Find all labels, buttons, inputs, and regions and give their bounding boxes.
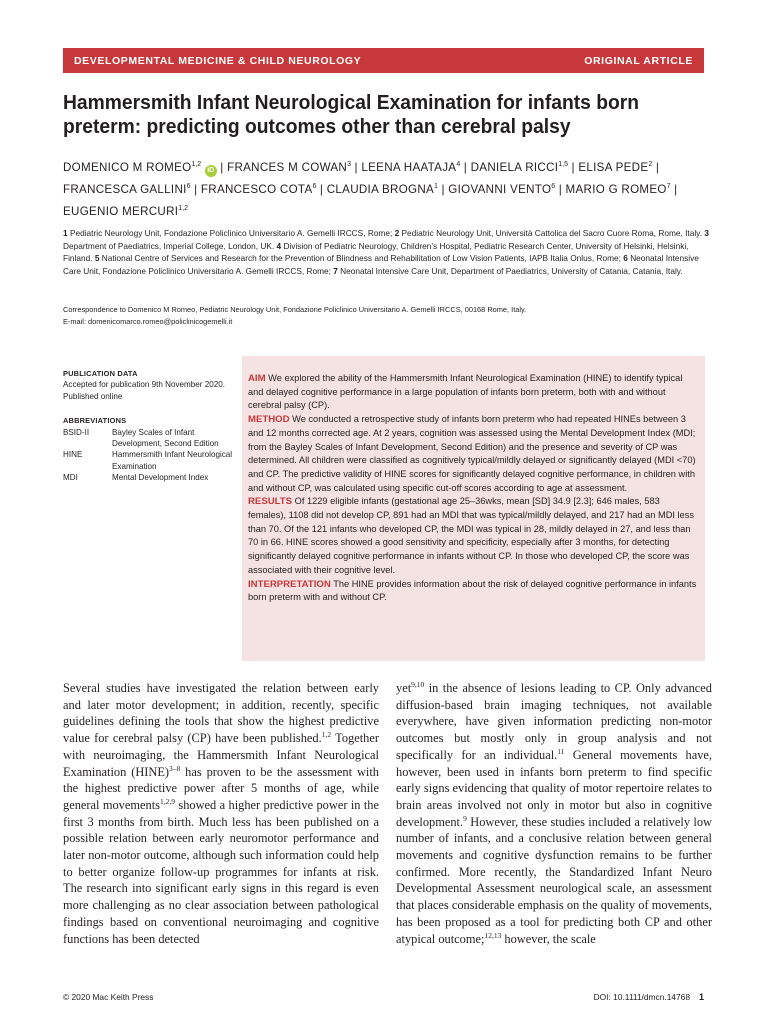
copyright: © 2020 Mac Keith Press xyxy=(63,992,154,1002)
abbreviation-row xyxy=(63,427,235,450)
body-text: has proven to be the assessment with the highest predictive power after 5 months of age, while general movements xyxy=(63,764,379,812)
abbreviation-term: HINE xyxy=(63,450,83,460)
correspondence-address: Correspondence to Domenico M Romeo, Pediatric Neurology Unit, Fondazione Policlinico Universitario A. Gemelli IRCCS, 00168 Rome, Italy. xyxy=(63,305,527,314)
author-name: FRANCESCA GALLINI xyxy=(63,182,187,196)
affiliation-number: 5 xyxy=(94,253,100,264)
body-paragraph-left xyxy=(63,680,379,947)
abbreviation-row xyxy=(63,449,235,472)
journal-banner xyxy=(63,48,704,73)
abbreviations-heading: ABBREVIATIONS xyxy=(63,416,127,426)
correspondence xyxy=(63,304,713,328)
affiliation-text: Pediatric Neurology Unit, Università Cattolica del Sacro Cuore Roma, Rome, Italy. xyxy=(401,228,703,238)
affiliation-text: Department of Paediatrics, Imperial College, London, UK. xyxy=(63,240,275,251)
abbreviation-definition: Hammersmith Infant Neurological Examination xyxy=(112,450,233,471)
abbreviation-row xyxy=(63,472,235,483)
affiliation-text: National Centre of Services and Research for the Prevention of Blindness and Rehabilitation of Low Vision Patients, IAPB Italia Onlus, Rome; xyxy=(101,253,621,264)
page-footer xyxy=(63,992,704,1002)
author-name: MARIO G ROMEO xyxy=(565,182,667,196)
abstract-method-label: METHOD xyxy=(248,414,290,426)
author-name: DOMENICO M ROMEO xyxy=(63,160,192,174)
author-name: DANIELA RICCI xyxy=(470,160,559,174)
article-info-sidebar xyxy=(63,368,235,484)
body-text: however, the scale xyxy=(501,931,596,946)
body-column-right xyxy=(396,680,712,947)
correspondence-email[interactable]: E-mail: domenicomarco.romeo@policlinicogemelli.it xyxy=(63,317,233,326)
publication-data-heading: PUBLICATION DATA xyxy=(63,369,138,378)
author-affiliation-number: 1,2 xyxy=(191,161,202,168)
article-title: Hammersmith Infant Neurological Examination for infants born preterm: predicting outcomes other than cerebral palsy xyxy=(63,91,640,138)
abstract-interpretation: The HINE provides information about the risk of delayed cognitive performance in infants born preterm with and without CP. xyxy=(248,578,697,603)
footer-right xyxy=(594,992,704,1002)
author-affiliation-number: 7 xyxy=(666,182,671,190)
author-name: ELISA PEDE xyxy=(578,160,649,174)
abbreviations-list xyxy=(63,427,235,484)
abstract-box xyxy=(242,356,705,661)
author-affiliation-number: 6 xyxy=(551,182,556,190)
author-name: LEENA HAATAJA xyxy=(361,160,457,174)
citation-ref[interactable]: 1,2,9 xyxy=(159,796,175,806)
author-name: EUGENIO MERCURI xyxy=(63,204,179,218)
abbreviation-term: BSID-II xyxy=(63,427,90,437)
citation-ref[interactable]: 12,13 xyxy=(484,930,502,940)
author-affiliation-number: 6 xyxy=(186,182,191,190)
author-affiliation-number: 1,2 xyxy=(178,204,189,212)
doi-link[interactable]: DOI: 10.1111/dmcn.14768 xyxy=(593,992,690,1002)
abstract-method: We conducted a retrospective study of infants born preterm who had repeated HINEs between 3 and 12 months corrected age. At 2 years, cognition was assessed using the Mental Development Index (MDI; from the Bayley Scales of Infant Development, Second Edition) and the presence and severity of CP was determined. All children were classified as cognitively typical/mildly delayed or significantly delayed (MDI <70) and CP. The predictive validity of HINE scores for significantly delayed cognitive performance, in children with and without CP, was calculated using specific cut-off scores according to age at assessment. xyxy=(248,414,696,493)
author-name: FRANCESCO COTA xyxy=(200,182,313,196)
published-online: Published online xyxy=(63,391,123,401)
abstract-aim-label: AIM xyxy=(248,373,266,384)
body-paragraph-right xyxy=(396,680,712,947)
abbreviation-definition: Bayley Scales of Infant Development, Second Edition xyxy=(112,427,219,449)
abstract-aim: We explored the ability of the Hammersmith Infant Neurological Examination (HINE) to identify typical and delayed cognitive performance in a large population of infants born preterm, both with and without cerebral palsy (CP). xyxy=(248,373,683,411)
affiliation-number: 2 xyxy=(394,228,400,238)
citation-ref[interactable]: 3–8 xyxy=(169,763,181,773)
page-number: 1 xyxy=(698,992,704,1002)
abstract-results-label: RESULTS xyxy=(248,496,293,508)
affiliation-text: Neonatal Intensive Care Unit, Fondazione Policlinico Universitario A. Gemelli IRCCS, Rome; xyxy=(63,253,699,276)
affiliation-number: 6 xyxy=(623,253,628,264)
affiliation-number: 3 xyxy=(704,228,709,238)
body-text: in the absence of lesions leading to CP. Only advanced diffusion-based brain imaging techniques, not available everywhere, have given information predicting non-motor outcomes but mostly only in group analysis and not specifically for an individual. xyxy=(396,681,712,762)
affiliation-number: 4 xyxy=(276,240,282,251)
author-name: GIOVANNI VENTO xyxy=(448,182,552,196)
author-affiliation-number: 6 xyxy=(312,182,317,190)
orcid-icon[interactable]: iD xyxy=(205,165,217,177)
author-name: FRANCES M COWAN xyxy=(227,160,348,174)
author-affiliation-number: 4 xyxy=(456,161,461,168)
accepted-date: Accepted for publication 9th November 2020. xyxy=(63,380,225,390)
body-text: However, these studies included a relatively low number of infants, and a conclusive relation between general movements and cognitive dysfunction remains to be further confirmed. More recently, the Standardized Infant Neuro Developmental Assessment neurological scale, an assessment that places considerable emphasis on the quality of movements, has been proposed as a tool for predicting both CP and other atypical outcome; xyxy=(396,814,712,946)
abbreviation-definition: Mental Development Index xyxy=(112,473,209,483)
abstract-interpretation-label: INTERPRETATION xyxy=(248,578,331,590)
affiliation-number: 7 xyxy=(333,265,338,276)
citation-ref[interactable]: 1,2 xyxy=(321,729,332,739)
affiliation-text: Division of Pediatric Neurology, Children’s Hospital, Pediatric Research Center, University of Helsinki, Helsinki, Finland. xyxy=(63,240,689,264)
author-name: CLAUDIA BROGNA xyxy=(326,182,435,196)
body-column-left xyxy=(63,680,379,947)
citation-ref[interactable]: 11 xyxy=(557,746,565,756)
body-text: Several studies have investigated the relation between early and later motor development; in addition, recently, specific guidelines defining the tools that show the highest predictive value for cerebral palsy (CP) have been published. xyxy=(63,681,379,746)
author-affiliation-number: 1 xyxy=(434,182,438,190)
affiliation-text: Pediatric Neurology Unit, Fondazione Policlinico Universitario A. Gemelli IRCCS, Rome; xyxy=(69,228,393,238)
body-text: yet xyxy=(396,681,412,695)
abbreviation-term: MDI xyxy=(63,473,78,483)
author-affiliation-number: 1,5 xyxy=(558,161,568,168)
body-text: General movements have, however, been used in infants born preterm to find specific early signs evidencing that quality of motor repertoire relates to brain areas involved not only in motor but also in cognitive development. xyxy=(396,747,712,829)
article-type: ORIGINAL ARTICLE xyxy=(584,54,693,67)
affiliations xyxy=(63,227,713,277)
affiliation-text: Neonatal Intensive Care Unit, Department of Paediatrics, University of Catania, Catania, Italy. xyxy=(340,265,683,276)
body-text: showed a higher predictive power in the first 3 months from birth. Much less has been published on a possible relation between early neuromotor performance and later non-motor outcome, although such information could help to better organize follow-up programmes for infants at risk. The research into significant early signs in this regard is even more challenging as no clear association between pathological findings based on conventional neuroimaging and cognitive functions has been detected xyxy=(63,797,379,946)
journal-name: DEVELOPMENTAL MEDICINE & CHILD NEUROLOGY xyxy=(74,54,362,67)
affiliation-number: 1 xyxy=(63,228,68,238)
citation-ref[interactable]: 9,10 xyxy=(411,679,425,689)
author-affiliation-number: 2 xyxy=(648,161,653,168)
author-list: DOMENICO M ROMEO$^{1,2}$ iD | FRANCES M COWAN$^3$ | LEENA HAATAJA$^4$ | DANIELA RICCI$^{1,5}$ | ELISA PEDE$^2$ | FRANCESCA GALLINI$^6$ | FRANCESCO COTA$^6$ | CLAUDIA BROGNA$^1$ | GIOVANNI VENTO$^6$ | MARIO G ROMEO$^7$ | EUGENIO MERCURI$^{1,2}$ xyxy=(63,160,678,218)
abstract-results: Of 1229 eligible infants (gestational age 25–36wks, mean [SD] 34.9 [2.3]; 646 males, 583 females), 1108 did not develop CP, 891 had an MDI that was typical/mildly delayed, and 217 had an MDI less than 70. Of the 121 infants who developed CP, the MDI was typical in 28, mildly delayed in 27, and less than 70 in 66. HINE scores showed a good sensitivity and specificity, especially after 3 months, for detecting significantly delayed cognitive performance in infants without CP. In those who developed CP, the score was associated with their cognitive level. xyxy=(248,496,694,575)
citation-ref[interactable]: 9 xyxy=(463,813,467,823)
author-affiliation-number: 3 xyxy=(347,161,352,168)
body-text: Together with neuroimaging, the Hammersmith Infant Neurological Examination (HINE) xyxy=(63,731,379,779)
